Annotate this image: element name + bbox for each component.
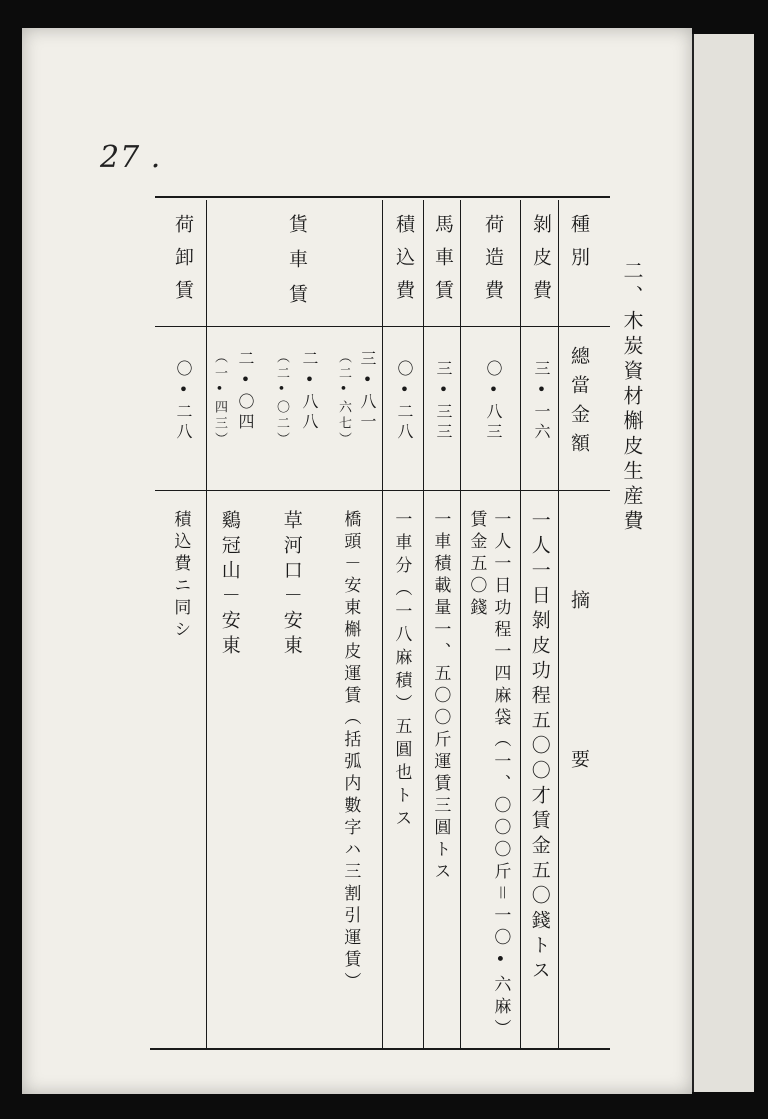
row-amount: 〇•八三 bbox=[484, 360, 503, 443]
row-amount: 〇•二八 bbox=[395, 360, 414, 443]
row-summary: 積込費ニ同シ bbox=[170, 510, 191, 642]
row-summary: 一車分（一八麻積）五圓也トス bbox=[391, 510, 412, 832]
scan-edge bbox=[754, 0, 768, 1119]
row-amount: 三•八一 bbox=[358, 350, 377, 433]
row-summary-continued: 賃金五〇錢 bbox=[466, 510, 487, 620]
row-category: 荷卸賃 bbox=[172, 214, 194, 313]
row-amount: 二•〇四 bbox=[236, 350, 255, 433]
row-category: 剝皮費 bbox=[530, 214, 552, 313]
row-summary: 一人一日功程一四麻袋（一、〇〇〇斤＝一〇•六麻） bbox=[490, 510, 511, 1041]
row-category: 貨車賃 bbox=[286, 214, 308, 319]
section-title: 二、木炭資材槲皮生産費 bbox=[620, 260, 644, 535]
row-summary: 鷄冠山－安東 bbox=[218, 510, 241, 660]
row-category: 馬車賃 bbox=[432, 214, 454, 313]
row-summary: 橋頭－安東槲皮運賃（括弧内數字ハ三割引運賃） bbox=[340, 510, 361, 994]
book-spine bbox=[692, 34, 756, 1092]
row-amount: 三•三三 bbox=[434, 360, 453, 443]
row-amount-discounted: （二•六七） bbox=[336, 350, 351, 448]
row-amount-discounted: （二•〇二） bbox=[274, 350, 289, 448]
row-summary: 一人一日剝皮功程五〇〇才賃金五〇錢トス bbox=[528, 510, 551, 985]
header-category: 種別 bbox=[568, 214, 590, 280]
row-amount-discounted: （一•四三） bbox=[212, 350, 227, 448]
row-category: 積込費 bbox=[393, 214, 415, 313]
header-amount: 總當金額 bbox=[568, 346, 590, 462]
row-amount: 三•一六 bbox=[532, 360, 551, 443]
page-number: 27 . bbox=[100, 140, 162, 175]
row-category: 荷造費 bbox=[482, 214, 504, 313]
row-amount: 二•八八 bbox=[300, 350, 319, 433]
row-summary: 草河口－安東 bbox=[280, 510, 303, 660]
header-summary: 摘要 bbox=[568, 590, 590, 908]
row-summary: 一車積載量一、五〇〇斤運賃三圓トス bbox=[430, 510, 451, 884]
row-amount: 〇•二八 bbox=[174, 360, 193, 443]
